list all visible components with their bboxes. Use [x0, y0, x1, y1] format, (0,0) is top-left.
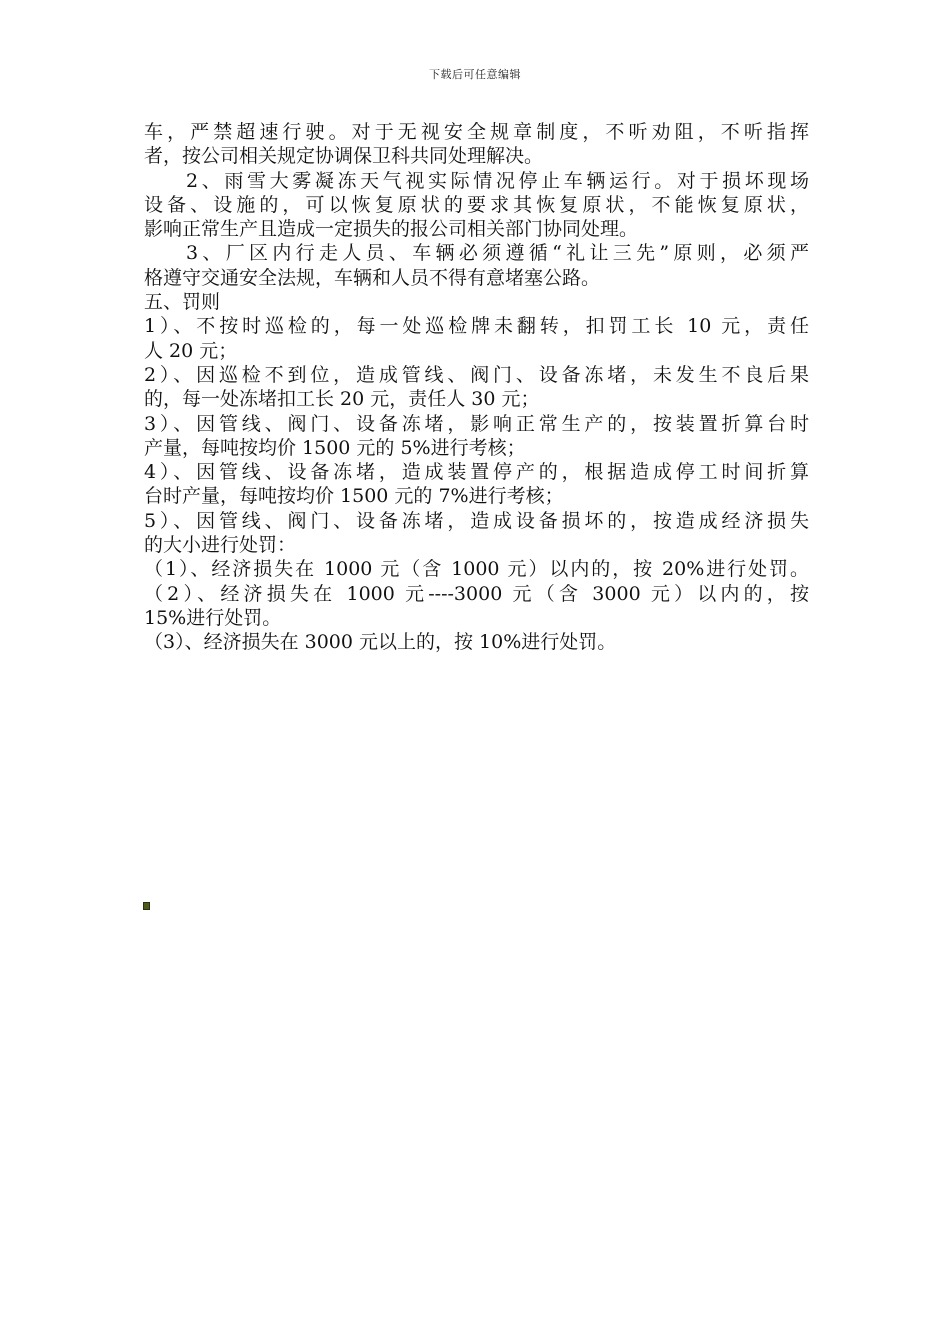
text-line: 车，严禁超速行驶。对于无视安全规章制度，不听劝阻，不听指挥	[144, 121, 809, 143]
text-line: 者，按公司相关规定协调保卫科共同处理解决。	[144, 145, 544, 168]
text-line: 3）、因管线、阀门、设备冻堵，影响正常生产的，按装置折算台时	[144, 412, 809, 435]
section-heading: 五、罚则	[144, 291, 221, 314]
text-line: 2）、因巡检不到位，造成管线、阀门、设备冻堵，未发生不良后果	[144, 363, 809, 386]
text-line: 4）、因管线、设备冻堵，造成装置停产的，根据造成停工时间折算	[144, 461, 809, 484]
anchor-marker-icon	[143, 902, 150, 910]
text-line: 台时产量，每吨按均价 1500 元的 7%进行考核；	[144, 485, 564, 508]
page-header: 下载后可任意编辑	[429, 68, 521, 81]
text-line: 设备、设施的，可以恢复原状的要求其恢复原状，不能恢复原状，	[144, 193, 809, 216]
text-line: 1）、不按时巡检的，每一处巡检牌未翻转，扣罚工长 10 元，责任	[144, 315, 809, 338]
text-line: 格遵守交通安全法规，车辆和人员不得有意堵塞公路。	[144, 266, 601, 289]
text-line: 人 20 元；	[144, 339, 238, 362]
text-line: 的大小进行处罚：	[144, 534, 297, 557]
text-line: 5）、因管线、阀门、设备冻堵，造成设备损坏的，按造成经济损失	[144, 509, 809, 532]
text-line: 产量，每吨按均价 1500 元的 5%进行考核；	[144, 436, 526, 459]
text-line: 3、厂区内行走人员、车辆必须遵循“礼让三先”原则，必须严	[186, 242, 809, 265]
text-line: （3）、经济损失在 3000 元以上的，按 10%进行处罚。	[144, 631, 617, 654]
text-line: 15%进行处罚。	[144, 606, 282, 629]
text-line: （1）、经济损失在 1000 元（含 1000 元）以内的，按 20%进行处罚。	[144, 558, 809, 581]
text-line: 2、雨雪大雾凝冻天气视实际情况停止车辆运行。对于损坏现场	[186, 169, 809, 192]
document-body	[144, 120, 809, 655]
text-line: 影响正常生产且造成一定损失的报公司相关部门协同处理。	[144, 218, 639, 241]
text-line: 的，每一处冻堵扣工长 20 元，责任人 30 元；	[144, 388, 540, 411]
text-line: （2）、经济损失在 1000 元----3000 元（含 3000 元）以内的，按	[144, 582, 809, 605]
